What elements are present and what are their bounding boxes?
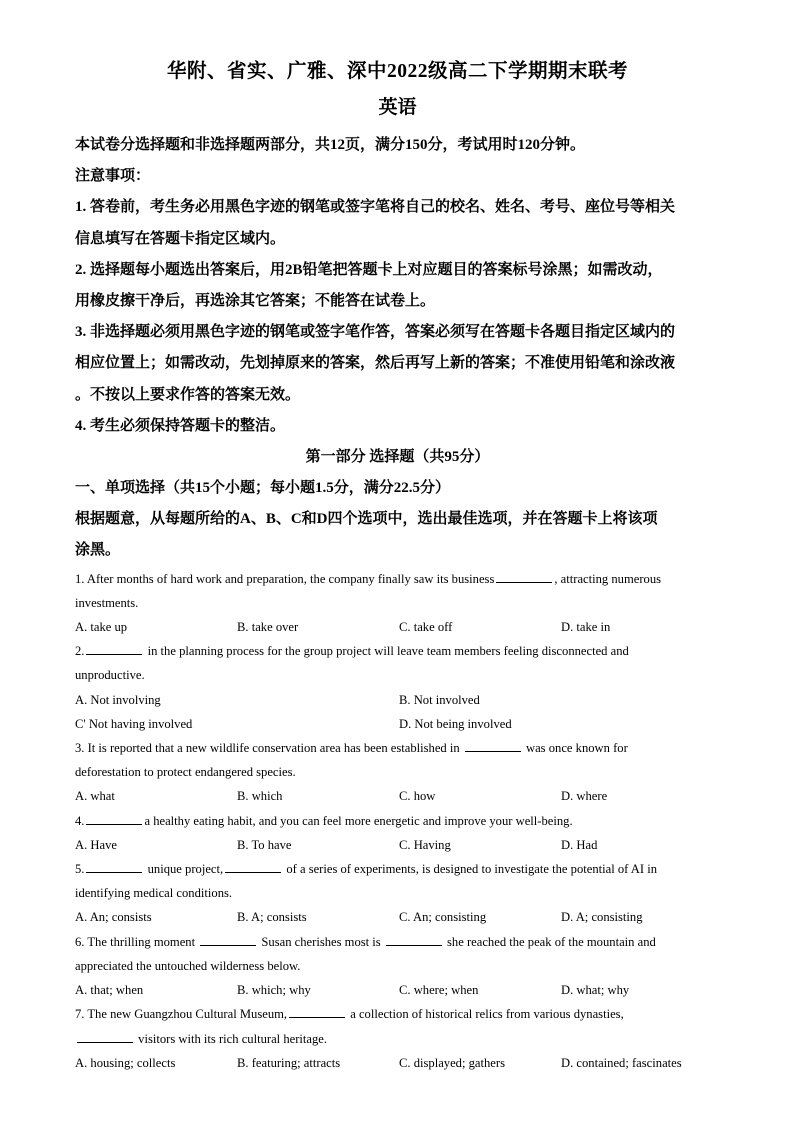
question-5: [75, 857, 720, 905]
option-b: B. which: [237, 789, 283, 804]
answer-blank: [200, 934, 256, 946]
answer-blank: [86, 643, 142, 655]
option-a: A. Have: [75, 837, 117, 852]
option-c: C' Not having involved: [75, 716, 193, 731]
question-text: appreciated the untouched wilderness below.: [75, 958, 301, 973]
answer-blank: [289, 1006, 345, 1018]
option-b: B. Not involved: [399, 692, 480, 707]
answer-blank: [386, 934, 442, 946]
answer-blank: [465, 740, 521, 752]
option-a: A. Not involving: [75, 692, 161, 707]
directions-line: 根据题意，从每题所给的A、B、C和D四个选项中，选出最佳选项，并在答题卡上将该项: [75, 511, 658, 528]
question-text: 2.: [75, 644, 85, 659]
option-b: B. A; consists: [237, 910, 307, 925]
directions-line: 涂黑。: [75, 542, 121, 559]
notice-line: 相应位置上；如需改动，先划掉原来的答案，然后再写上新的答案；不准使用铅笔和涂改液: [75, 355, 676, 372]
question-text: Susan cherishes most is: [261, 934, 381, 949]
question-text: 1. After months of hard work and preparation, the company finally saw its business: [75, 571, 495, 586]
question-2-options: [75, 688, 720, 712]
question-text: was once known for: [526, 741, 628, 756]
question-text: 5.: [75, 862, 85, 877]
option-d: D. Had: [561, 837, 598, 852]
notice-heading: 注意事项：: [75, 168, 151, 185]
question-text: deforestation to protect endangered species.: [75, 765, 296, 780]
question-1-options: [75, 615, 720, 639]
option-d: D. A; consisting: [561, 910, 643, 925]
option-b: B. featuring; attracts: [237, 1055, 341, 1070]
option-d: D. what; why: [561, 983, 630, 998]
question-4-options: [75, 833, 720, 857]
option-c: C. how: [399, 789, 436, 804]
option-a: A. that; when: [75, 983, 144, 998]
question-text: 4.: [75, 813, 85, 828]
question-text: unproductive.: [75, 668, 145, 683]
exam-intro: 本试卷分选择题和非选择题两部分，共12页，满分150分，考试用时120分钟。: [75, 137, 586, 153]
question-text: identifying medical conditions.: [75, 886, 233, 901]
option-b: B. take over: [237, 620, 299, 635]
option-d: D. contained; fascinates: [561, 1055, 682, 1070]
question-6: [75, 930, 720, 978]
question-3-options: [75, 784, 720, 808]
option-a: A. housing; collects: [75, 1055, 176, 1070]
notice-line: 4. 考生必须保持答题卡的整洁。: [75, 417, 286, 434]
notice-line: 信息填写在答题卡指定区域内。: [75, 230, 286, 247]
answer-blank: [225, 861, 281, 873]
question-text: a healthy eating habit, and you can feel more energetic and improve your well-being.: [144, 813, 573, 828]
option-a: A. what: [75, 789, 115, 804]
section-heading: 一、单项选择（共15个小题；每小题1.5分，满分22.5分）: [75, 480, 451, 497]
option-b: B. which; why: [237, 983, 311, 998]
question-text: a collection of historical relics from various dynasties,: [350, 1007, 624, 1022]
question-text: 3. It is reported that a new wildlife conservation area has been established in: [75, 741, 460, 756]
question-text: 7. The new Guangzhou Cultural Museum,: [75, 1007, 288, 1022]
option-c: C. displayed; gathers: [399, 1055, 505, 1070]
option-d: D. take in: [561, 620, 611, 635]
notice-line: 2. 选择题每小题选出答案后，用2B铅笔把答题卡上对应题目的答案标号涂黑；如需改动，: [75, 261, 663, 278]
question-text: she reached the peak of the mountain and: [447, 934, 656, 949]
question-text: of a series of experiments, is designed to investigate the potential of AI in: [286, 862, 658, 877]
question-text: visitors with its rich cultural heritage.: [138, 1031, 328, 1046]
option-c: C. Having: [399, 837, 451, 852]
answer-blank: [496, 571, 552, 583]
answer-blank: [77, 1031, 133, 1043]
notice-line: 3. 非选择题必须用黑色字迹的钢笔或签字笔作答，答案必须写在答题卡各题目指定区域内的: [75, 324, 676, 341]
question-2: [75, 639, 720, 687]
question-text: in the planning process for the group project will leave team members feeling disconnected and: [147, 644, 629, 659]
option-b: B. To have: [237, 837, 292, 852]
question-text: investments.: [75, 595, 139, 610]
notice-line: 。不按以上要求作答的答案无效。: [75, 386, 301, 403]
question-3: [75, 736, 720, 784]
option-c: C. An; consisting: [399, 910, 487, 925]
question-4: [75, 809, 720, 833]
question-2-options: [75, 712, 720, 736]
option-d: D. where: [561, 789, 608, 804]
option-d: D. Not being involved: [399, 716, 512, 731]
option-a: A. An; consists: [75, 910, 152, 925]
question-text: 6. The thrilling moment: [75, 934, 196, 949]
notice-line: 用橡皮擦干净后，再选涂其它答案；不能答在试卷上。: [75, 293, 436, 310]
question-5-options: [75, 905, 720, 929]
answer-blank: [86, 813, 142, 825]
question-7: [75, 1002, 720, 1050]
subject-title: 英语: [378, 97, 417, 118]
notice-line: 1. 答卷前，考生务必用黑色字迹的钢笔或签字笔将自己的校名、姓名、考号、座位号等相关: [75, 199, 676, 216]
question-text: unique project,: [147, 862, 224, 877]
option-c: C. take off: [399, 620, 453, 635]
question-6-options: [75, 978, 720, 1002]
option-c: C. where; when: [399, 983, 479, 998]
question-1: [75, 567, 720, 615]
exam-title: 华附、省实、广雅、深中2022级高二下学期期末联考: [166, 61, 628, 82]
question-7-options: [75, 1051, 720, 1075]
question-text: , attracting numerous: [554, 571, 662, 586]
part-heading: 第一部分 选择题（共95分）: [305, 449, 490, 466]
option-a: A. take up: [75, 620, 128, 635]
answer-blank: [86, 861, 142, 873]
